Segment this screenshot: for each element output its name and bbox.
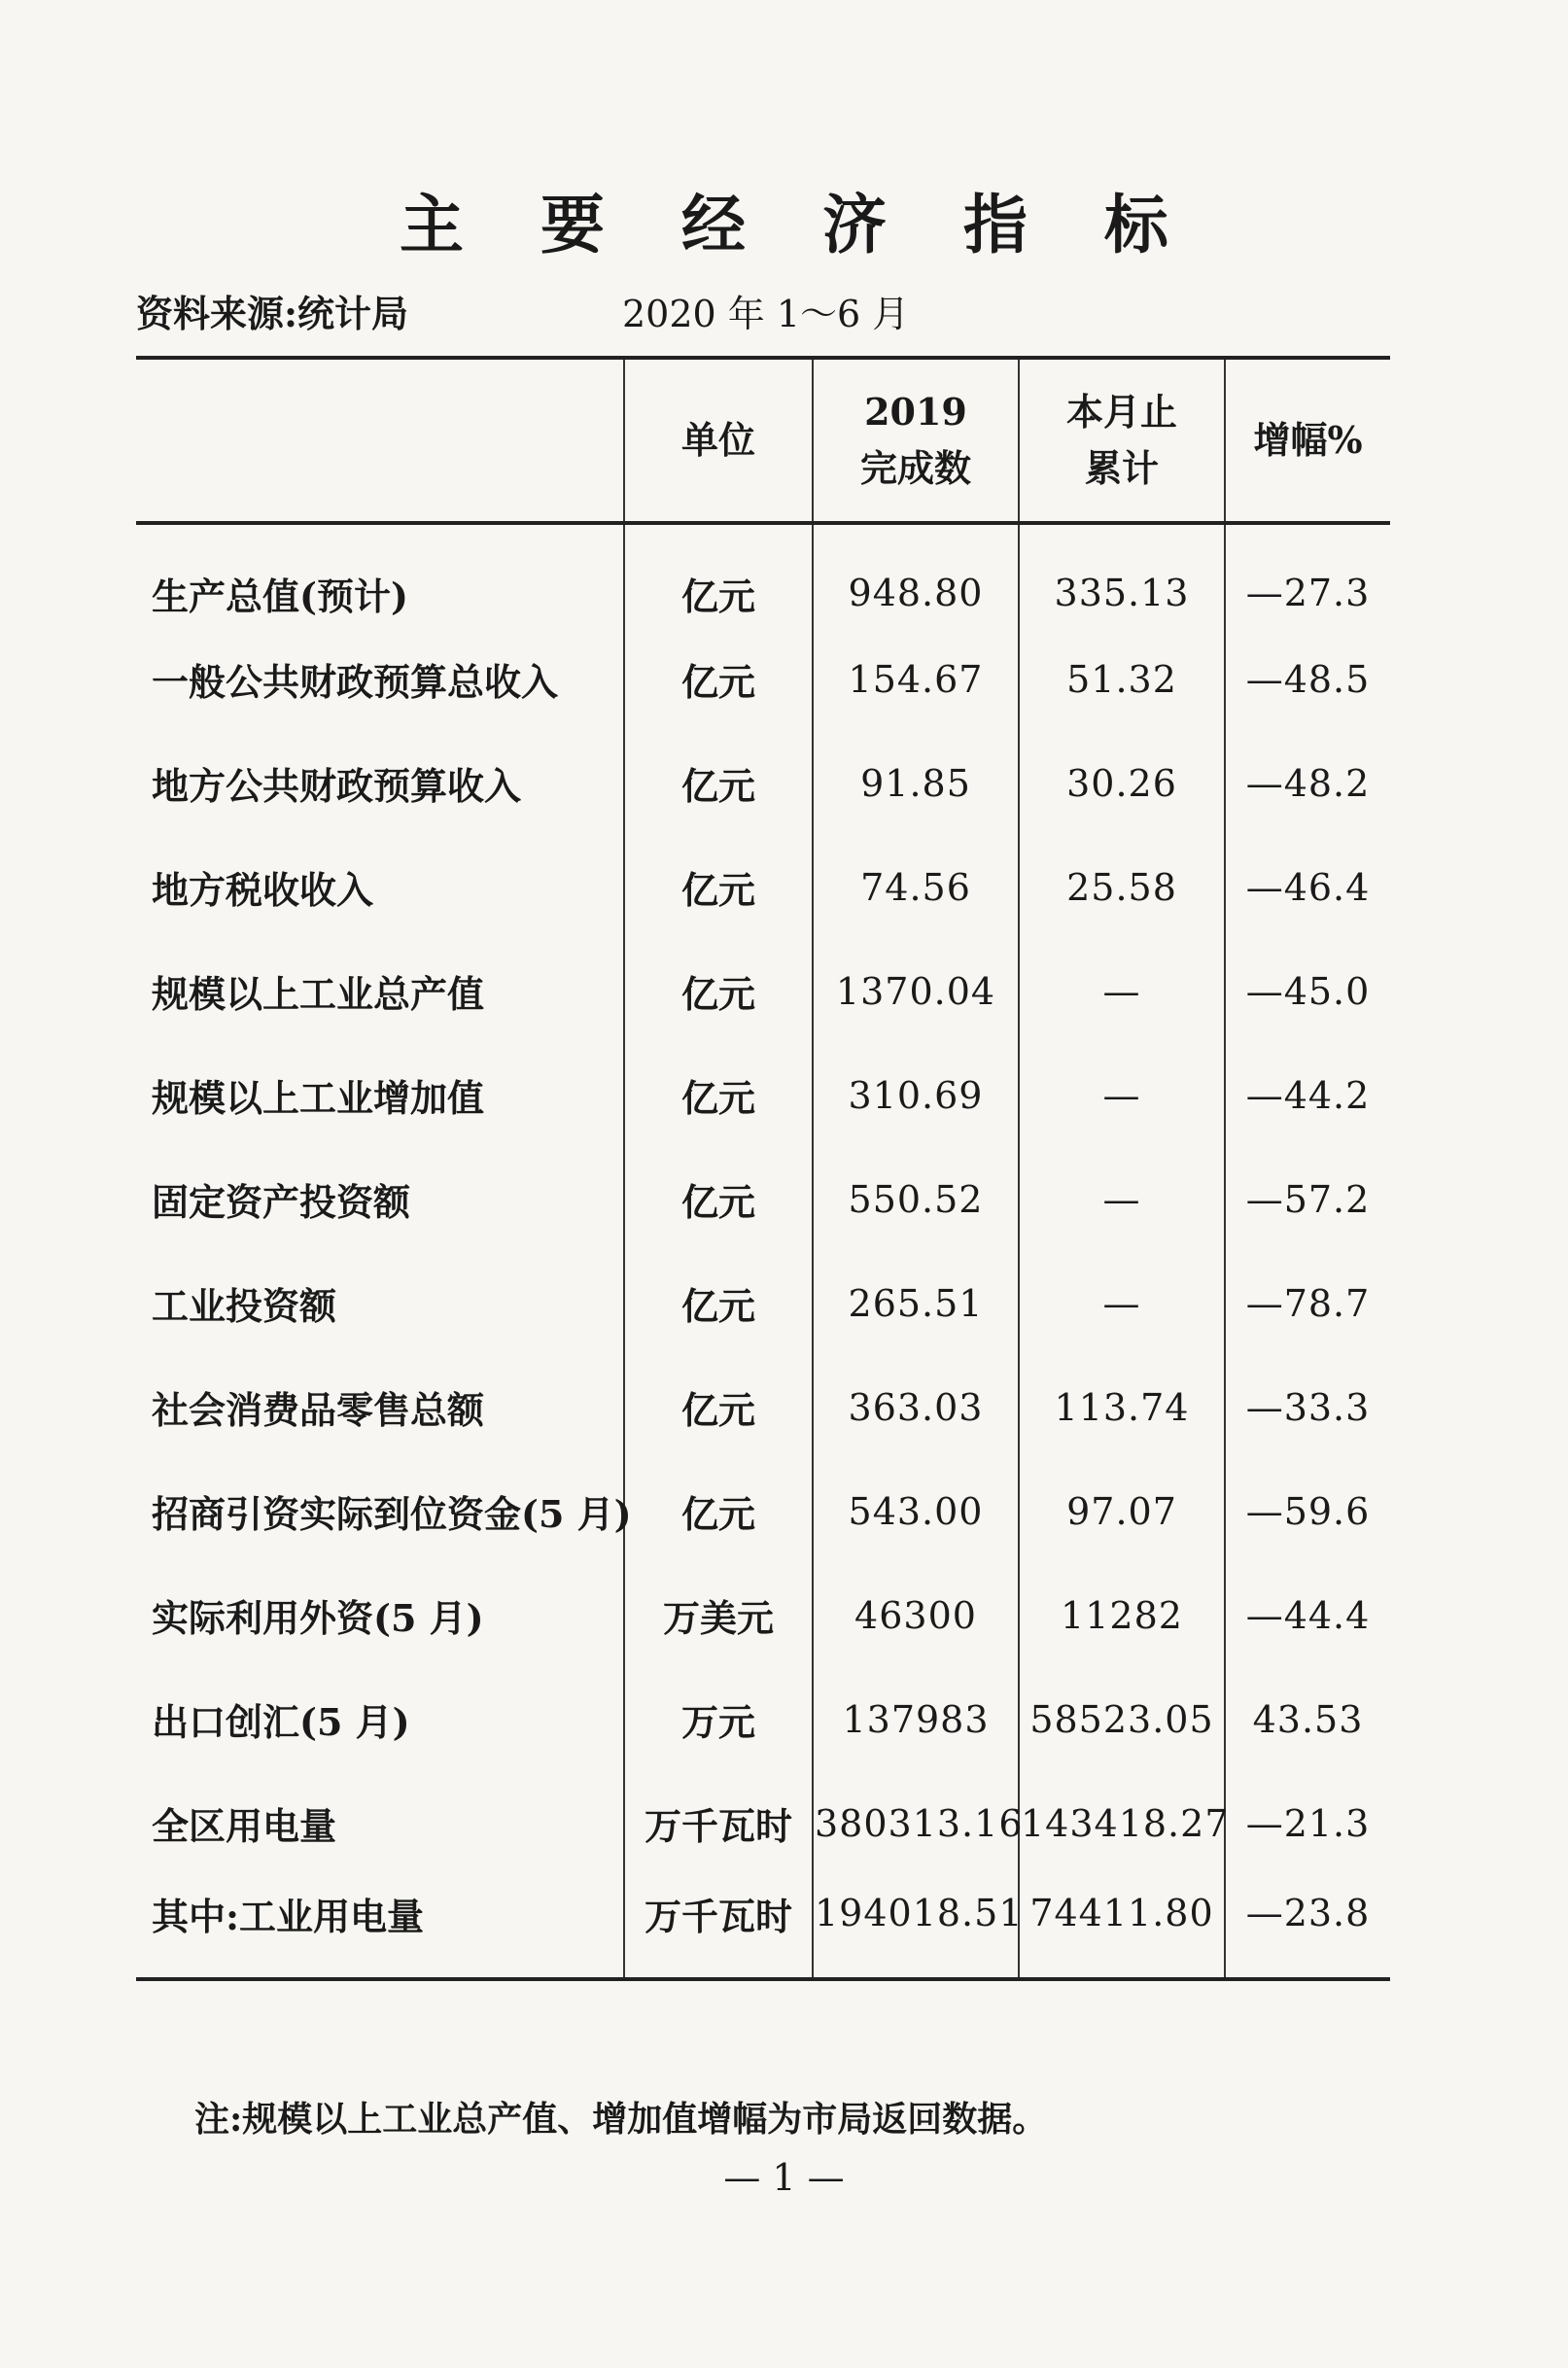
- table-row: [136, 1875, 1390, 1979]
- value-growth: —57.2: [1225, 1147, 1390, 1251]
- value-cumulative: —: [1019, 1147, 1225, 1251]
- indicator-unit: 亿元: [624, 1459, 813, 1563]
- value-cumulative: 74411.80: [1019, 1875, 1225, 1979]
- indicator-name: 其中:工业用电量: [136, 1875, 624, 1979]
- indicator-name: 社会消费品零售总额: [152, 1388, 485, 1432]
- value-growth: —27.3: [1225, 523, 1390, 627]
- value-2019: 137983: [813, 1667, 1019, 1771]
- header-2019-label: 完成数: [859, 446, 971, 490]
- indicator-unit: 亿元: [624, 731, 813, 835]
- value-growth: —23.8: [1225, 1875, 1390, 1979]
- value-cumulative: 97.07: [1019, 1459, 1225, 1563]
- meta-line: [136, 284, 1400, 342]
- value-cumulative: —: [1019, 1251, 1225, 1355]
- header-growth: 增幅%: [1225, 358, 1390, 523]
- value-2019: 46300: [813, 1563, 1019, 1667]
- value-growth: —21.3: [1225, 1771, 1390, 1875]
- value-growth: —33.3: [1225, 1355, 1390, 1459]
- indicator-name: 全区用电量: [152, 1804, 337, 1848]
- header-unit: 单位: [624, 358, 813, 523]
- value-growth: —59.6: [1225, 1459, 1390, 1563]
- value-growth: —45.0: [1225, 939, 1390, 1043]
- value-cumulative: 335.13: [1019, 523, 1225, 627]
- value-2019: 154.67: [813, 627, 1019, 731]
- table-row: [136, 1251, 1390, 1355]
- indicator-name: 规模以上工业增加值: [152, 1076, 485, 1120]
- value-2019: 74.56: [813, 835, 1019, 939]
- value-2019: 265.51: [813, 1251, 1019, 1355]
- value-growth: —48.5: [1225, 627, 1390, 731]
- header-2019: [813, 358, 1019, 523]
- table-row: [136, 1667, 1390, 1771]
- table-row: [136, 835, 1390, 939]
- value-cumulative: 143418.27: [1019, 1771, 1225, 1875]
- value-cumulative: 25.58: [1019, 835, 1225, 939]
- header-cumulative: [1019, 358, 1225, 523]
- value-growth: —44.2: [1225, 1043, 1390, 1147]
- indicator-unit: 万美元: [624, 1563, 813, 1667]
- table-row: [136, 1043, 1390, 1147]
- page-number: — 1 —: [723, 2156, 845, 2199]
- value-growth: —44.4: [1225, 1563, 1390, 1667]
- indicator-unit: 亿元: [624, 627, 813, 731]
- indicator-name: 工业投资额: [152, 1284, 337, 1328]
- value-growth: —46.4: [1225, 835, 1390, 939]
- indicator-unit: 亿元: [624, 835, 813, 939]
- header-cumulative-line2: 累计: [1084, 446, 1159, 490]
- indicator-unit: 万元: [624, 1667, 813, 1771]
- indicator-name: 招商引资实际到位资金(5 月): [152, 1492, 632, 1536]
- indicator-name: 地方税收收入: [152, 868, 374, 912]
- indicator-name: 固定资产投资额: [152, 1180, 411, 1224]
- table-row: [136, 1563, 1390, 1667]
- table-row: [136, 523, 1390, 627]
- report-period: 2020 年 1～6 月: [622, 293, 910, 335]
- value-growth: 43.53: [1225, 1667, 1390, 1771]
- indicator-table: [136, 356, 1390, 1981]
- table-row: [136, 1147, 1390, 1251]
- header-indicator: [136, 358, 624, 523]
- table-row: [136, 731, 1390, 835]
- value-cumulative: 30.26: [1019, 731, 1225, 835]
- indicator-unit: 亿元: [624, 1251, 813, 1355]
- value-cumulative: 58523.05: [1019, 1667, 1225, 1771]
- table-row: [136, 1355, 1390, 1459]
- header-2019-year: 2019: [864, 390, 967, 434]
- value-2019: 948.80: [813, 523, 1019, 627]
- table-row: [136, 627, 1390, 731]
- value-2019: 91.85: [813, 731, 1019, 835]
- value-cumulative: 113.74: [1019, 1355, 1225, 1459]
- indicator-name: 生产总值(预计): [152, 574, 408, 618]
- indicator-unit: 万千瓦时: [624, 1875, 813, 1979]
- indicator-name: 出口创汇(5 月): [152, 1700, 410, 1744]
- value-2019: 380313.16: [813, 1771, 1019, 1875]
- indicator-unit: 万千瓦时: [624, 1771, 813, 1875]
- page-title: 主 要 经 济 指 标: [400, 187, 1196, 262]
- value-2019: 543.00: [813, 1459, 1019, 1563]
- indicator-unit: 亿元: [624, 523, 813, 627]
- header-cumulative-line1: 本月止: [1065, 390, 1177, 434]
- data-source: 资料来源:统计局: [136, 292, 409, 335]
- indicator-name: 地方公共财政预算收入: [152, 764, 522, 808]
- value-cumulative: 11282: [1019, 1563, 1225, 1667]
- indicator-name: 实际利用外资(5 月): [152, 1596, 484, 1640]
- value-growth: —48.2: [1225, 731, 1390, 835]
- table-header-row: [136, 358, 1390, 523]
- table-row: [136, 939, 1390, 1043]
- indicator-name: 规模以上工业总产值: [152, 972, 485, 1016]
- indicator-name: 一般公共财政预算总收入: [152, 660, 559, 704]
- value-2019: 1370.04: [813, 939, 1019, 1043]
- value-2019: 310.69: [813, 1043, 1019, 1147]
- value-cumulative: —: [1019, 1043, 1225, 1147]
- value-2019: 363.03: [813, 1355, 1019, 1459]
- value-2019: 194018.51: [813, 1875, 1019, 1979]
- indicator-unit: 亿元: [624, 1043, 813, 1147]
- table-row: [136, 1771, 1390, 1875]
- table-row: [136, 1459, 1390, 1563]
- value-cumulative: 51.32: [1019, 627, 1225, 731]
- indicator-unit: 亿元: [624, 1355, 813, 1459]
- value-growth: —78.7: [1225, 1251, 1390, 1355]
- indicator-unit: 亿元: [624, 1147, 813, 1251]
- value-cumulative: —: [1019, 939, 1225, 1043]
- footnote: 注:规模以上工业总产值、增加值增幅为市局返回数据。: [194, 2099, 1048, 2140]
- indicator-unit: 亿元: [624, 939, 813, 1043]
- value-2019: 550.52: [813, 1147, 1019, 1251]
